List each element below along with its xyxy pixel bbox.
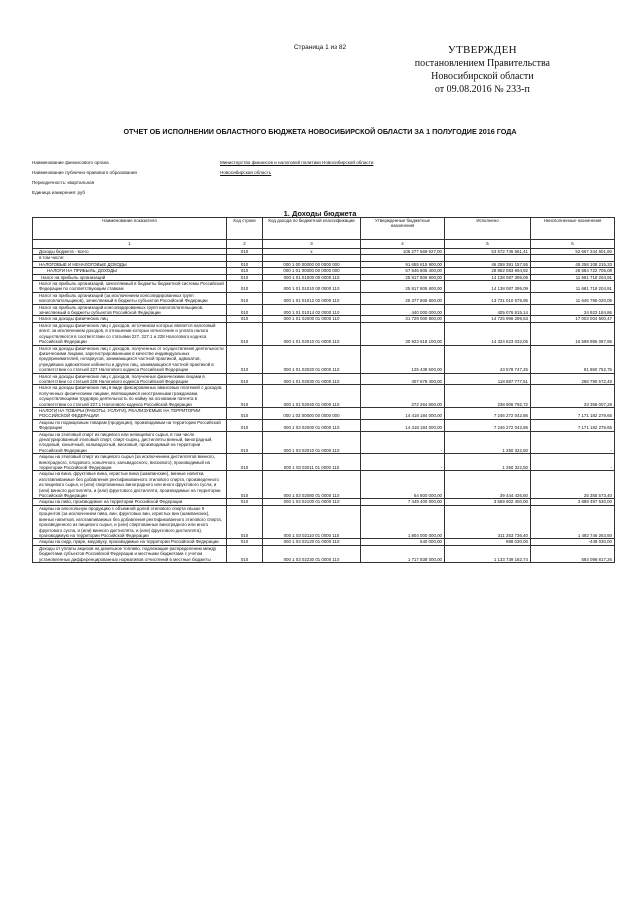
cell-line: 010	[227, 304, 263, 316]
report-metadata	[32, 158, 373, 198]
cell-executed: 14 138 087 395,09	[445, 274, 531, 280]
cell-name: Доходы от уплаты акцизов на дизельное топливо, подлежащие распределению между бюджетами субъектов Российской Федерации и местными бюджетами с учетом установленных дифференцированных нормативов отчислений в местные бюджеты	[33, 545, 227, 562]
cell-name: Акцизы на вина, фруктовые вина, игристые вина (шампанские), винные напитки, изготавливаемые без добавления ректификованного этилового спирта, произведенного из пищевого сырья, и (или) спиртованных виноградного или иного фруктового сусла, и (или) винного дистиллята, и (или) фруктового дистиллята, производимые на территории Российской Федерации	[33, 471, 227, 499]
column-header: Код дохода по бюджетной классификации	[263, 218, 361, 240]
table-row	[33, 281, 615, 293]
table-row	[33, 471, 615, 499]
cell-name: Акцизы на этиловый спирт из пищевого или непищевого сырья, в том числе денатурированный этиловый спирт, спирт-сырец, дистилляты винный, виноградный, плодовый, коньячный, кальвадосный, висковый, производимый на территории Российской Федерации	[33, 431, 227, 454]
table-row	[33, 304, 615, 316]
cell-unexecuted: 11 646 795 020,05	[531, 292, 615, 304]
cell-unexecuted: 33 358 007,28	[531, 385, 615, 408]
cell-code: 000 1 03 02110 01 0000 110	[263, 505, 361, 538]
cell-unexecuted: 34 923 184,86	[531, 304, 615, 316]
cell-executed: 1 250 322,50	[445, 454, 531, 471]
cell-approved: 64 800 000,00	[361, 471, 445, 499]
cell-approved: -	[361, 431, 445, 454]
cell-code: 000 1 01 02020 01 0000 110	[263, 345, 361, 373]
cell-code: 000 1 01 02040 01 0000 110	[263, 385, 361, 408]
cell-line: 010	[227, 268, 263, 274]
cell-code: 000 1 03 02230 01 0000 110	[263, 545, 361, 562]
meta-row	[32, 168, 373, 178]
approval-line: Новосибирской области	[431, 71, 534, 82]
cell-code: x	[263, 249, 361, 255]
cell-line: 010	[227, 545, 263, 562]
cell-unexecuted: 16 598 995 067,95	[531, 322, 615, 345]
cell-code: 000 1 01 02030 01 0000 110	[263, 373, 361, 385]
cell-approved: 540 000,00	[361, 539, 445, 545]
cell-unexecuted: 17 003 004 500,47	[531, 316, 615, 322]
cell-line: 010	[227, 505, 263, 538]
cell-name: Налог на прибыль организаций (за исключением консолидированных групп налогоплательщиков), зачисляемый в бюджеты субъектов Российской Федерации	[33, 292, 227, 304]
cell-unexecuted: -	[531, 454, 615, 471]
cell-approved: 57 546 805 400,00	[361, 268, 445, 274]
table-row	[33, 345, 615, 373]
cell-code: 000 1 03 02000 01 0000 110	[263, 419, 361, 431]
cell-name: Налог на доходы физических лиц с доходов, полученных от осуществления деятельности физическими лицами, зарегистрированными в качестве индивидуальных предпринимателей, нотариусов, занимающихся частной практикой, адвокатов, учредивших адвокатские кабинеты и других лиц, занимающихся частной практикой в соответствии со статьей 227 Налогового кодекса Российской Федерации	[33, 345, 227, 373]
cell-name: НАЛОГИ НА ПРИБЫЛЬ, ДОХОДЫ	[33, 268, 227, 274]
table-row	[33, 322, 615, 345]
table-row	[33, 373, 615, 385]
meta-value: Министерство финансов и налоговой политики Новосибирской области	[220, 160, 374, 165]
cell-executed: 14 324 623 032,05	[445, 322, 531, 345]
approval-date: от 09.08.2016 № 233-п	[434, 84, 530, 95]
cell-name: Акцизы на этиловый спирт из пищевого сырья (за исключением дистиллятов винного, виноградного, плодового, коньячного, кальвадосного, вискового), производимый на территории Российской Федерации	[33, 454, 227, 471]
table-row	[33, 261, 615, 267]
cell-line: 010	[227, 454, 263, 471]
table-row	[33, 292, 615, 304]
cell-unexecuted: 1 492 746 263,60	[531, 505, 615, 538]
table-row	[33, 407, 615, 419]
column-header: Утвержденные бюджетные назначения	[361, 218, 445, 240]
meta-row	[32, 158, 373, 168]
cell-line: 010	[227, 539, 263, 545]
cell-executed: 1 133 739 182,74	[445, 545, 531, 562]
meta-value: Новосибирская область	[220, 170, 272, 175]
cell-line: 010	[227, 316, 263, 322]
cell-approved: 1 717 838 000,00	[361, 545, 445, 562]
cell-executed: 14 725 996 299,53	[445, 316, 531, 322]
cell-code: 000 1 01 02000 01 0000 110	[263, 316, 361, 322]
cell-executed: 405 076 815,14	[445, 304, 531, 316]
cell-executed: 7 246 272 042,86	[445, 419, 531, 431]
cell-executed: 238 906 792,72	[445, 385, 531, 408]
cell-code: 000 1 01 01012 02 0000 110	[263, 292, 361, 304]
meta-row	[32, 188, 373, 198]
table-header-row	[33, 218, 615, 240]
cell-code: 000 1 01 01010 00 0000 110	[263, 281, 361, 293]
table-row	[33, 505, 615, 538]
cell-approved: 25 377 805 600,00	[361, 292, 445, 304]
cell-executed: 118 887 777,51	[445, 373, 531, 385]
cell-unexecuted: 25 355 573,40	[531, 471, 615, 499]
cell-name: НАЛОГИ НА ТОВАРЫ (РАБОТЫ, УСЛУГИ), РЕАЛИЗУЕМЫЕ НА ТЕРРИТОРИИ РОССИЙСКОЙ ФЕДЕРАЦИИ	[33, 407, 227, 419]
approval-line: постановлением Правительства	[414, 58, 550, 69]
column-number: 5	[445, 240, 531, 249]
cell-approved: 125 439 500,00	[361, 345, 445, 373]
column-header: Наименование показателя	[33, 218, 227, 240]
cell-name: Налог на прибыль организаций	[33, 274, 227, 280]
table-body	[33, 249, 615, 563]
cell-name: Доходы бюджета - всего	[33, 249, 227, 255]
cell-approved: 14 418 184 000,00	[361, 407, 445, 419]
cell-executed: 311 253 736,40	[445, 505, 531, 538]
column-header: Неисполненные назначения	[531, 218, 615, 240]
meta-row	[32, 178, 373, 188]
column-header: Исполнено	[445, 218, 531, 240]
cell-code: 000 1 03 02011 01 0000 110	[263, 454, 361, 471]
report-title: ОТЧЕТ ОБ ИСПОЛНЕНИИ ОБЛАСТНОГО БЮДЖЕТА НОВОСИБИРСКОЙ ОБЛАСТИ ЗА 1 ПОЛУГОДИЕ 2016 ГОДА	[123, 127, 517, 136]
cell-code: 000 1 03 02080 01 0000 110	[263, 471, 361, 499]
cell-approved: 25 817 805 600,00	[361, 274, 445, 280]
cell-approved: 272 264 800,00	[361, 385, 445, 408]
column-number: 4	[361, 240, 445, 249]
cell-executed: 53 572 745 661,41	[445, 249, 531, 255]
cell-approved: 31 729 000 800,00	[361, 316, 445, 322]
cell-approved: 7 449 400 000,00	[361, 499, 445, 505]
cell-executed: 13 731 010 579,95	[445, 292, 531, 304]
cell-name: Налог на доходы физических лиц в виде фиксированных авансовых платежей с доходов, полученных физическими лицами, являющимися иностранными гражданами, осуществляющими трудовую деятельность по найму на основании патента в соответствии со статьей 227.1 Налогового кодекса Российской Федерации	[33, 385, 227, 408]
cell-line: 010	[227, 419, 263, 431]
table-row	[33, 454, 615, 471]
cell-unexecuted: -448 030,00	[531, 539, 615, 545]
column-number: 3	[263, 240, 361, 249]
table-row	[33, 419, 615, 431]
page-number: Страница 1 из 82	[293, 44, 347, 51]
cell-unexecuted: 7 171 182 279,65	[531, 419, 615, 431]
table-row	[33, 431, 615, 454]
cell-code: 000 1 00 00000 00 0000 000	[263, 261, 361, 267]
cell-executed: 14 138 087 395,09	[445, 281, 531, 293]
cell-executed: 988 030,00	[445, 539, 531, 545]
cell-code: 000 1 03 02120 01 0000 110	[263, 539, 361, 545]
cell-name: в том числе:	[33, 255, 227, 261]
cell-line: 010	[227, 345, 263, 373]
cell-executed: 28 862 083 694,92	[445, 268, 531, 274]
cell-line: 010	[227, 292, 263, 304]
cell-unexecuted: -	[531, 431, 615, 454]
column-number: 6	[531, 240, 615, 249]
cell-name: НАЛОГОВЫЕ И НЕНАЛОГОВЫЕ ДОХОДЫ	[33, 261, 227, 267]
meta-label: Периодичность: квартальная	[32, 180, 95, 185]
table-row	[33, 545, 615, 562]
cell-line: 010	[227, 373, 263, 385]
cell-executed: 39 444 426,60	[445, 471, 531, 499]
cell-approved: -	[361, 454, 445, 471]
cell-name: Акцизы по подакцизным товарам (продукции), производимым на территории Российской Федерации	[33, 419, 227, 431]
cell-approved: 106 277 569 927,00	[361, 249, 445, 255]
cell-name: Налог на доходы физических лиц с доходов, источником которых является налоговый агент, за исключением доходов, в отношении которых исчисление и уплата налога осуществляются в соответствии со статьями 227, 227.1 и 228 Налогового кодекса Российской Федерации	[33, 322, 227, 345]
cell-executed: 7 246 272 042,86	[445, 407, 531, 419]
cell-line: 010	[227, 499, 263, 505]
cell-name: Налог на доходы физических лиц с доходов, полученных физическими лицами в соответствии со статьей 228 Налогового кодекса Российской Федерации	[33, 373, 227, 385]
cell-unexecuted: 81 860 752,75	[531, 345, 615, 373]
cell-name: Акцизы на пиво, производимое на территории Российской Федерации	[33, 499, 227, 505]
cell-executed: 1 250 322,50	[445, 431, 531, 454]
cell-name: Акцизы на сидр, пуаре, медовуху, производимые на территории Российской Федерации	[33, 539, 227, 545]
cell-approved: 440 000 000,00	[361, 304, 445, 316]
cell-line: 010	[227, 385, 263, 408]
cell-unexecuted: 584 098 817,26	[531, 545, 615, 562]
cell-name: Налог на прибыль организаций, зачисляемый в бюджеты бюджетной системы Российской Федерации по соответствующим ставкам	[33, 281, 227, 293]
cell-line: 010	[227, 407, 263, 419]
cell-code: 000 1 03 02010 01 0000 110	[263, 431, 361, 454]
cell-line: 010	[227, 281, 263, 293]
approval-stamp	[415, 44, 550, 96]
cell-approved: 407 678 400,00	[361, 373, 445, 385]
cell-executed: 43 578 747,25	[445, 345, 531, 373]
column-header: Код строки	[227, 218, 263, 240]
cell-approved: 25 817 805 600,00	[361, 281, 445, 293]
cell-line: 010	[227, 274, 263, 280]
cell-executed: 3 559 902 400,00	[445, 499, 531, 505]
meta-label: Наименование публично-правового образования	[32, 170, 137, 175]
cell-unexecuted: 28 684 722 705,08	[531, 268, 615, 274]
column-number: 2	[227, 240, 263, 249]
cell-unexecuted: 3 889 497 530,00	[531, 499, 615, 505]
cell-code: 000 1 01 02010 01 0000 110	[263, 322, 361, 345]
table-row	[33, 539, 615, 545]
cell-line: 010	[227, 249, 263, 255]
cell-code: 000 1 03 00000 00 0000 000	[263, 407, 361, 419]
cell-code: 000 1 01 01014 02 0000 110	[263, 304, 361, 316]
cell-approved: 1 804 000 000,00	[361, 505, 445, 538]
cell-line: 010	[227, 322, 263, 345]
cell-executed: 46 259 391 157,55	[445, 261, 531, 267]
cell-line: 010	[227, 431, 263, 454]
section-title: 1. Доходы бюджета	[283, 209, 357, 218]
cell-unexecuted: 7 171 182 279,65	[531, 407, 615, 419]
cell-unexecuted: 45 258 108 215,33	[531, 261, 615, 267]
cell-line: 010	[227, 471, 263, 499]
cell-unexecuted: 11 681 718 204,91	[531, 281, 615, 293]
cell-unexecuted: 11 681 718 204,91	[531, 274, 615, 280]
income-table	[32, 217, 615, 563]
cell-unexecuted: 52 667 244 601,60	[531, 249, 615, 255]
meta-label: Наименование финансового органа	[32, 160, 109, 165]
cell-code: 000 1 01 01000 00 0000 110	[263, 274, 361, 280]
cell-name: Акцизы на алкогольную продукцию с объемной долей этилового спирта свыше 9 процентов (за исключением пива, вин, фруктовых вин, игристых вин (шампанских), винных напитков, изготавливаемых без добавления ректификованного этилового спирта, произведенного из пищевого сырья, и (или) спиртованных виноградного или иного фруктового сусла, и (или) винного дистиллята, и (или) фруктового дистиллята), производимую на территории Российской Федерации	[33, 505, 227, 538]
cell-code: 000 1 01 00000 00 0000 000	[263, 268, 361, 274]
table-row	[33, 499, 615, 505]
cell-name: Налог на доходы физических лиц	[33, 316, 227, 322]
cell-name: Налог на прибыль организаций консолидированных групп налогоплательщиков, зачисляемый в бюджеты субъектов Российской Федерации	[33, 304, 227, 316]
cell-approved: 30 923 618 100,00	[361, 322, 445, 345]
column-number-row	[33, 240, 615, 249]
table-row	[33, 385, 615, 408]
cell-approved: 91 655 615 900,00	[361, 261, 445, 267]
column-number: 1	[33, 240, 227, 249]
cell-unexecuted: 288 790 572,49	[531, 373, 615, 385]
approval-heading: УТВЕРЖДЕН	[447, 44, 517, 56]
cell-line: 010	[227, 261, 263, 267]
cell-approved: 14 418 184 000,00	[361, 419, 445, 431]
meta-label: Единица измерения: руб	[32, 190, 85, 195]
cell-code: 000 1 03 02100 01 0000 110	[263, 499, 361, 505]
